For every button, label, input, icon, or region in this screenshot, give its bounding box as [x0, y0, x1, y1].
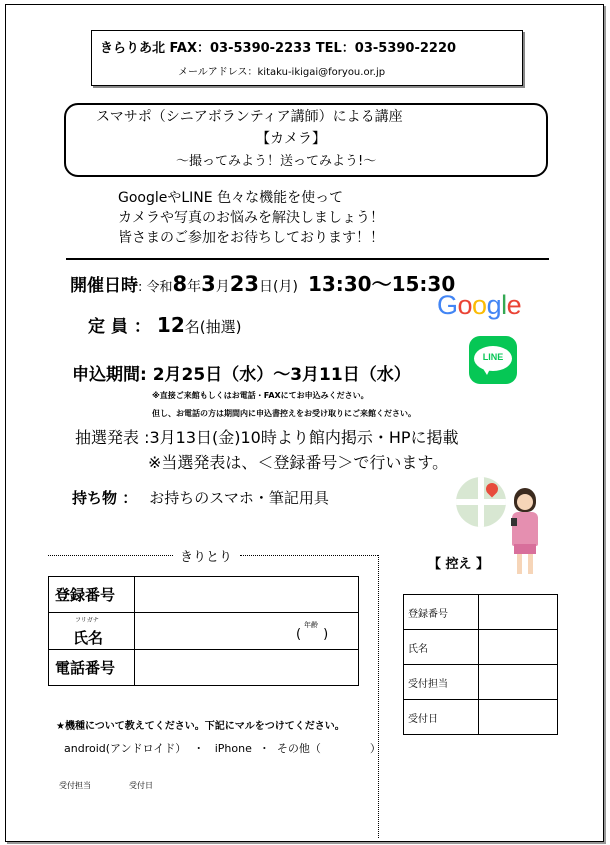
- name-label-cell: [49, 613, 135, 650]
- stub-name-field[interactable]: [479, 630, 558, 665]
- stub-name-label: 氏名: [404, 630, 479, 665]
- phone-label: 電話番号: [49, 650, 135, 686]
- capacity-number: 12: [156, 313, 185, 337]
- age-field[interactable]: (): [296, 627, 351, 642]
- lottery-announcement: 抽選発表 :3月13日(金)10時より館内掲示・HPに掲載: [75, 428, 459, 447]
- items-label: 持ち物 ：: [72, 489, 138, 507]
- line-logo-icon: [469, 336, 517, 384]
- cut-line: [48, 555, 173, 556]
- woman-with-phone-illustration: [495, 488, 555, 583]
- cut-label: きりとり: [180, 550, 233, 565]
- stub-table: [403, 594, 558, 735]
- furigana-label: フリガナ: [75, 617, 99, 624]
- google-logo: Google: [437, 290, 522, 320]
- intro-text: [118, 188, 384, 248]
- date-day-unit: 日(月): [259, 279, 298, 295]
- contact-line: きらりあ北 FAX：03-5390-2233 TEL：03-5390-2220: [100, 41, 457, 56]
- capacity-label: 定 員: [88, 317, 128, 337]
- cut-line: [240, 555, 378, 556]
- date-label: 開催日時: [70, 276, 138, 296]
- event-time: 13:30～15:30: [307, 272, 456, 296]
- course-tagline: ～撮ってみよう！送ってみよう!～: [176, 154, 377, 169]
- course-title: スマサポ（シニアボランティア講師）による講座: [96, 109, 403, 125]
- date-year: 8: [172, 272, 188, 296]
- date-month-unit: 月: [215, 279, 230, 295]
- date-era: : 令和: [138, 280, 173, 295]
- phone-field[interactable]: [135, 650, 359, 686]
- divider: [66, 258, 549, 260]
- intro-line: カメラや写真のお悩みを解決しましょう！: [118, 210, 384, 226]
- stub-received-date-label: 受付日: [404, 700, 479, 735]
- registration-form: [48, 576, 359, 686]
- apply-label: 申込期間: [72, 365, 140, 385]
- items-to-bring: [72, 487, 329, 508]
- device-options[interactable]: android(アンドロイド） ・ iPhone ・ その他（ ）: [64, 742, 381, 755]
- contact-box: [91, 30, 523, 86]
- stub-reg-number-field[interactable]: [479, 595, 558, 630]
- stub-reg-number-label: 登録番号: [404, 595, 479, 630]
- apply-note-2: 但し、お電話の方は期間内に申込書控えをお受け取りにご来館ください。: [152, 409, 416, 418]
- line-logo-text: LINE: [482, 352, 504, 362]
- received-date-label: 受付日: [129, 781, 153, 790]
- course-title-box: [64, 103, 548, 177]
- received-by-label: 受付担当: [59, 781, 91, 790]
- intro-line: GoogleやLINE 色々な機能を使って: [118, 190, 344, 206]
- capacity-unit: 名(抽選): [184, 318, 242, 336]
- items-value: お持ちのスマホ・筆記用具: [149, 489, 329, 507]
- date-month: 3: [201, 272, 216, 296]
- stub-received-by-label: 受付担当: [404, 665, 479, 700]
- stub-title: 【 控え 】: [428, 557, 490, 572]
- email-line: メールアドレス：kitaku-ikigai@foryou.or.jp: [178, 67, 386, 78]
- capacity: [88, 312, 241, 337]
- date-day: 23: [229, 272, 259, 296]
- course-subject: 【カメラ】: [256, 131, 326, 147]
- capacity-sep: ：: [133, 317, 151, 337]
- intro-line: 皆さまのご参加をお待ちしております！！: [118, 230, 384, 246]
- apply-note-1: ※直接ご来館もしくはお電話・FAXにてお申込みください。: [152, 391, 369, 400]
- name-field[interactable]: [135, 613, 359, 650]
- application-period: [72, 360, 411, 385]
- cut-line-vertical: [378, 555, 379, 838]
- stub-received-date-field[interactable]: [479, 700, 558, 735]
- age-label: 年齢: [304, 621, 318, 629]
- device-question: ★機種について教えてください。下記にマルをつけてください。: [56, 721, 345, 732]
- stub-received-by-field[interactable]: [479, 665, 558, 700]
- reg-number-label: 登録番号: [49, 577, 135, 613]
- event-date: [70, 268, 455, 297]
- name-label: 氏名: [73, 629, 104, 647]
- date-year-unit: 年: [187, 279, 202, 295]
- lottery-note: ※当選発表は、＜登録番号＞で行います。: [148, 453, 449, 472]
- reg-number-field[interactable]: [135, 577, 359, 613]
- apply-value: : 2月25日（水）～3月11日（水）: [140, 365, 411, 385]
